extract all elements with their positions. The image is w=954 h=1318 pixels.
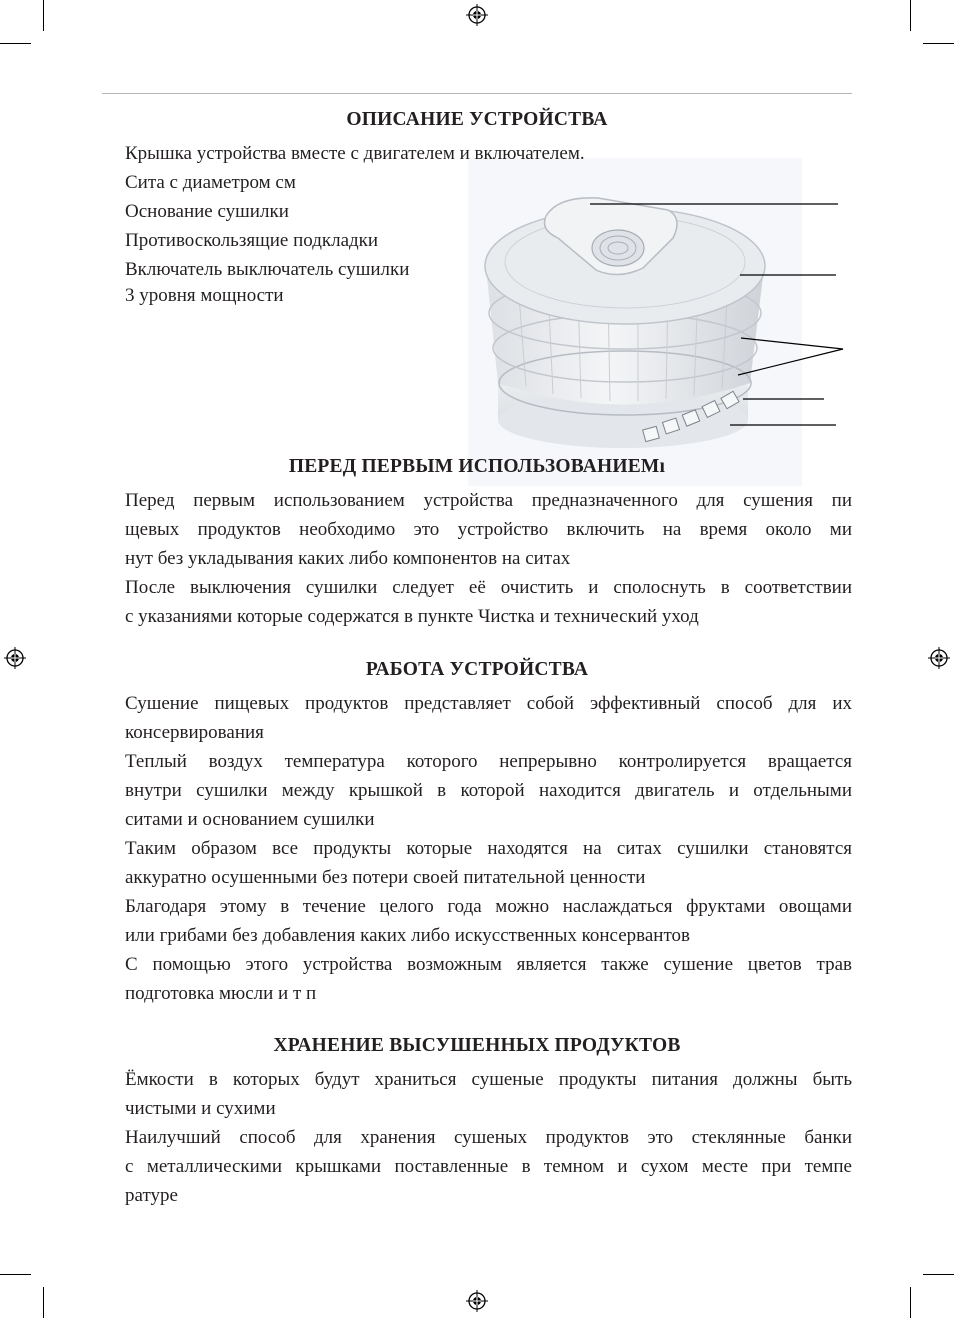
paragraph-line: нут без укладывания каких либо компонентов на ситах xyxy=(125,548,571,569)
crop-mark-top-left-h xyxy=(0,43,31,44)
description-item: Крышка устройства вместе с двигателем и включателем. xyxy=(125,143,585,164)
registration-mark-icon xyxy=(4,647,26,669)
section-heading-storage: ХРАНЕНИЕ ВЫСУШЕННЫХ ПРОДУКТОВ xyxy=(273,1035,681,1056)
paragraph-line: ситами и основанием сушилки xyxy=(125,809,375,830)
description-item: Противоскользящие подкладки xyxy=(125,230,379,251)
paragraph-line: ратуре xyxy=(125,1185,178,1206)
crop-mark-bottom-right-v xyxy=(910,1287,911,1318)
paragraph-line: С помощью этого устройства возможным является также сушение цветов трав xyxy=(125,954,852,975)
paragraph-line: с указаниями которые содержатся в пункте Чистка и технический уход xyxy=(125,606,699,627)
paragraph-line: Перед первым использованием устройства предназначенного для сушения пи xyxy=(125,490,852,511)
description-item: Сита с диаметром см xyxy=(125,172,296,193)
description-item: Включатель выключатель сушилки xyxy=(125,259,410,280)
paragraph-line: После выключения сушилки следует её очистить и сполоснуть в соответствии xyxy=(125,577,852,598)
crop-mark-top-right-v xyxy=(910,0,911,31)
paragraph-line: Теплый воздух температура которого непрерывно контролируется вращается xyxy=(125,751,852,772)
paragraph-line: аккуратно осушенными без потери своей питательной ценности xyxy=(125,867,646,888)
section-heading-operation: РАБОТА УСТРОЙСТВА xyxy=(365,659,589,680)
crop-mark-top-left-v xyxy=(43,0,44,31)
header-rule xyxy=(102,93,852,94)
registration-mark-icon xyxy=(466,1290,488,1312)
section-heading-before-first-use: ПЕРЕД ПЕРВЫМ ИСПОЛЬЗОВАНИЕМı xyxy=(288,456,666,477)
description-item: 3 уровня мощности xyxy=(125,285,284,306)
paragraph-line: Сушение пищевых продуктов представляет собой эффективный способ для их xyxy=(125,693,852,714)
paragraph-line: щевых продуктов необходимо это устройство включить на время около ми xyxy=(125,519,852,540)
paragraph-line: Таким образом все продукты которые находятся на ситах сушилки становятся xyxy=(125,838,852,859)
crop-mark-top-right-h xyxy=(923,43,954,44)
paragraph-line: консервирования xyxy=(125,722,264,743)
callout-lines xyxy=(588,200,848,430)
description-item: Основание сушилки xyxy=(125,201,289,222)
crop-mark-bottom-right-h xyxy=(923,1274,954,1275)
paragraph-line: чистыми и сухими xyxy=(125,1098,276,1119)
paragraph-line: подготовка мюсли и т п xyxy=(125,983,317,1004)
section-heading-description: ОПИСАНИЕ УСТРОЙСТВА xyxy=(346,109,608,130)
paragraph-line: или грибами без добавления каких либо искусственных консервантов xyxy=(125,925,690,946)
registration-mark-icon xyxy=(466,4,488,26)
paragraph-line: Наилучший способ для хранения сушеных продуктов это стеклянные банки xyxy=(125,1127,852,1148)
paragraph-line: внутри сушилки между крышкой в которой находится двигатель и отдельными xyxy=(125,780,852,801)
paragraph-line: Благодаря этому в течение целого года можно наслаждаться фруктами овощами xyxy=(125,896,852,917)
paragraph-line: Ёмкости в которых будут храниться сушеные продукты питания должны быть xyxy=(125,1069,852,1090)
crop-mark-bottom-left-v xyxy=(43,1287,44,1318)
paragraph-line: с металлическими крышками поставленные в темном и сухом месте при темпе xyxy=(125,1156,852,1177)
registration-mark-icon xyxy=(928,647,950,669)
crop-mark-bottom-left-h xyxy=(0,1274,31,1275)
